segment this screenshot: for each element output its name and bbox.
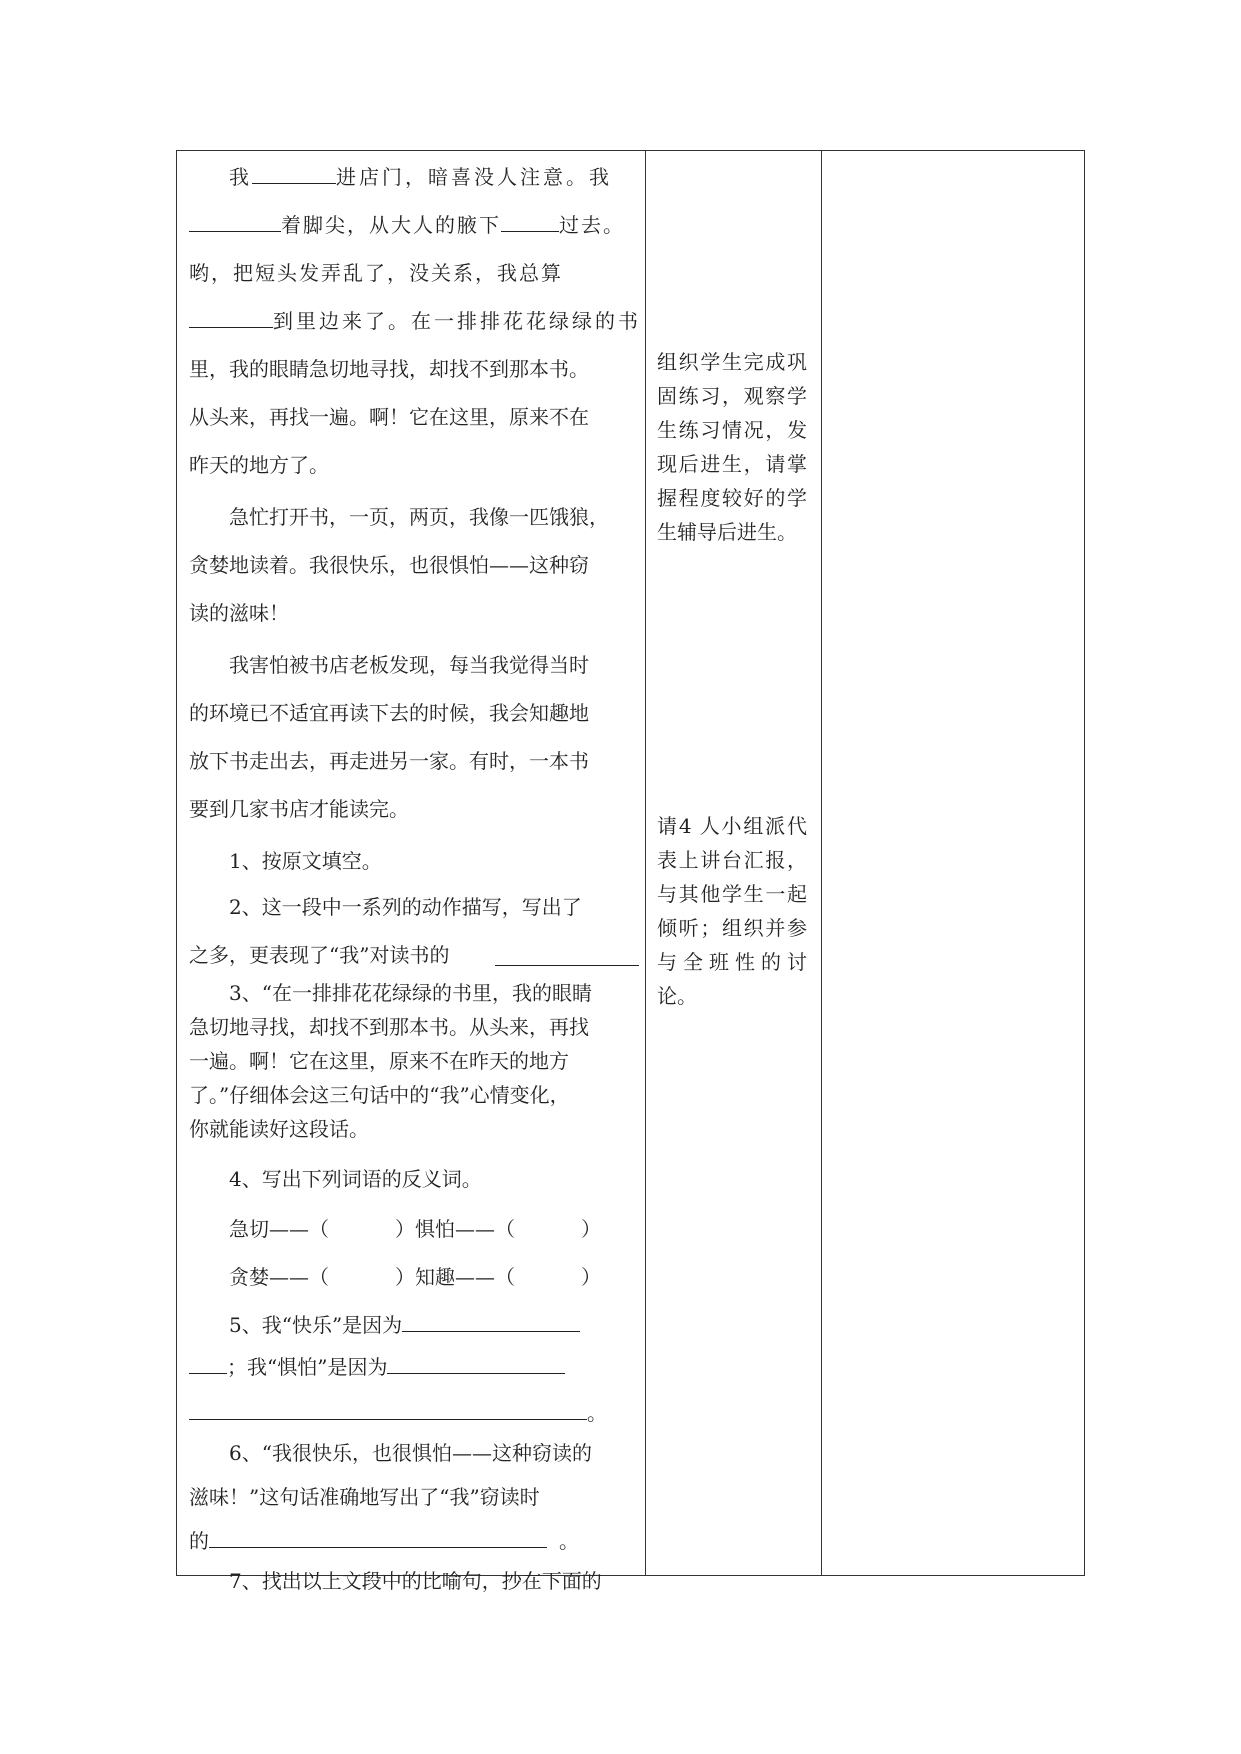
question-4: 4、写出下列词语的反义词。 (229, 1167, 482, 1191)
teacher-note-1: 组织学生完成巩固练习，观察学生练习情况，发现后进生，请掌握程度较好的学生辅导后进生。 (657, 350, 807, 544)
question-5-line3 (189, 1401, 607, 1425)
text: 。 (587, 1401, 607, 1425)
text: ） (581, 1217, 601, 1241)
para3-line2: 的环境已不适宜再读下去的时候，我会知趣地 (189, 701, 589, 725)
question-3-line1: 3、“在一排排花花绿绿的书里，我的眼睛 (229, 981, 592, 1005)
para3-line3: 放下书走出去，再走进另一家。有时，一本书 (189, 749, 589, 773)
blank-2[interactable] (189, 213, 281, 232)
question-3-line4: 了。”仔细体会这三句话中的“我”心情变化， (189, 1083, 570, 1107)
text: ）知趣——（ (395, 1265, 515, 1289)
teacher-note-2: 请4 人小组派代表上讲台汇报，与其他学生一起倾听；组织并参与全班性的讨论。 (657, 814, 807, 1008)
para3-line4: 要到几家书店才能读完。 (189, 797, 409, 821)
q5-blank-1[interactable] (402, 1313, 580, 1332)
question-6-line2: 滋味！”这句话准确地写出了“我”窃读时 (189, 1485, 540, 1509)
text: 的 (189, 1529, 209, 1553)
lesson-table (176, 150, 1085, 1593)
text: ） (581, 1265, 601, 1289)
question-3-line3: 一遍。啊！它在这里，原来不在昨天的地方 (189, 1049, 569, 1073)
question-5-line2 (189, 1355, 565, 1379)
text: 着脚尖，从大人的腋下 (281, 213, 501, 237)
para1-line5: 里，我的眼睛急切地寻找，却找不到那本书。 (189, 357, 589, 381)
para1-line1 (229, 165, 612, 189)
text: 过去。 (559, 213, 625, 237)
question-7: 7、找出以上文段中的比喻句，抄在下面的 (229, 1569, 602, 1593)
question-6-line3 (189, 1529, 579, 1553)
q2-answer-blank[interactable] (495, 965, 639, 966)
blank-4[interactable] (189, 309, 273, 328)
para2-line3: 读的滋味！ (189, 601, 289, 625)
q6-blank[interactable] (209, 1529, 547, 1548)
question-5-line1 (229, 1313, 580, 1337)
para1-line6: 从头来，再找一遍。啊！它在这里，原来不在 (189, 405, 589, 429)
question-3-line2: 急切地寻找，却找不到那本书。从头来，再找 (189, 1015, 589, 1039)
empty-cell (821, 151, 1085, 1575)
text: ）惧怕——（ (395, 1217, 515, 1241)
para2-line1: 急忙打开书，一页，两页，我像一匹饿狼， (229, 505, 609, 529)
text: 进店门，暗喜没人注意。我 (336, 165, 612, 189)
question-3-line5: 你就能读好这段话。 (189, 1117, 369, 1141)
question-6-line1: 6、“我很快乐，也很惧怕——这种窃读的 (229, 1441, 592, 1465)
question-2-line2: 之多，更表现了“我”对读书的 (189, 943, 450, 967)
para1-line4 (189, 309, 641, 333)
text: 急切——（ (229, 1217, 329, 1241)
para1-line7: 昨天的地方了。 (189, 453, 329, 477)
text: 我 (229, 165, 252, 189)
text: 5、我“快乐”是因为 (229, 1313, 403, 1337)
antonym-row-2 (229, 1265, 601, 1289)
para3-line1: 我害怕被书店老板发现，每当我觉得当时 (229, 653, 589, 677)
q5-blank-1-cont[interactable] (189, 1355, 227, 1374)
para1-line3: 哟，把短头发弄乱了，没关系，我总算 (189, 261, 563, 285)
column-divider-1 (645, 151, 646, 1575)
text: 贪婪——（ (229, 1265, 329, 1289)
text: 到里边来了。在一排排花花绿绿的书 (273, 309, 641, 333)
question-1: 1、按原文填空。 (229, 849, 382, 873)
para2-line2: 贪婪地读着。我很快乐，也很惧怕——这种窃 (189, 553, 589, 577)
text: 。 (559, 1529, 579, 1553)
q5-blank-2-cont[interactable] (189, 1401, 587, 1420)
question-2-line1: 2、这一段中一系列的动作描写，写出了 (229, 895, 582, 919)
antonym-row-1 (229, 1217, 601, 1241)
blank-1[interactable] (252, 165, 336, 184)
blank-3[interactable] (501, 213, 559, 232)
q5-blank-2[interactable] (387, 1355, 565, 1374)
text: ；我“惧怕”是因为 (227, 1355, 388, 1379)
para1-line2 (189, 213, 625, 237)
